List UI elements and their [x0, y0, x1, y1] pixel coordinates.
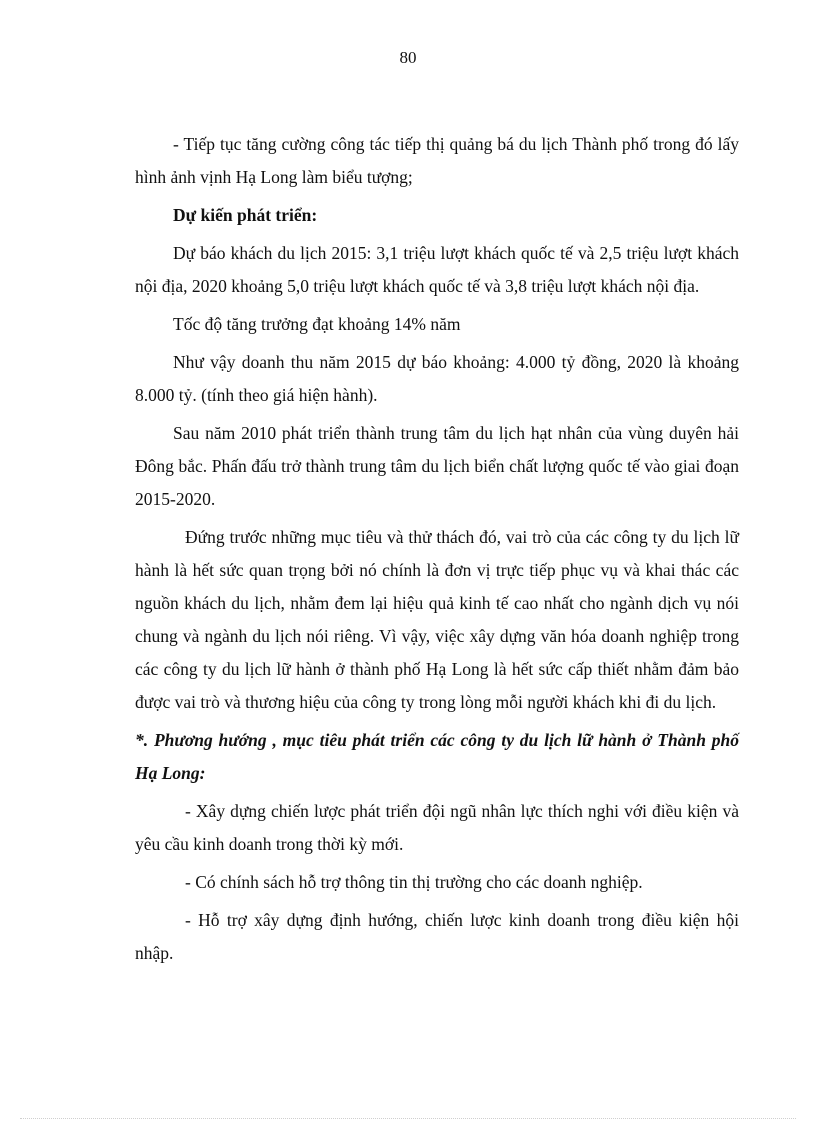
paragraph-marketing: - Tiếp tục tăng cường công tác tiếp thị quảng bá du lịch Thành phố trong đó lấy hình ảnh vịnh Hạ Long làm biểu tượng;	[135, 134, 739, 187]
page-bottom-divider	[20, 1118, 796, 1119]
paragraph-development-goal: Sau năm 2010 phát triển thành trung tâm du lịch hạt nhân của vùng duyên hải Đông bắc. Phấn đấu trở thành trung tâm du lịch biển chất lượng quốc tế vào giai đoạn 2015-2020.	[135, 423, 739, 509]
list-item-business-strategy-support: - Hỗ trợ xây dựng định hướng, chiến lược kinh doanh trong điều kiện hội nhập.	[135, 910, 739, 963]
heading-projected-development: Dự kiến phát triển:	[173, 205, 318, 225]
list-item-market-info-support: - Có chính sách hỗ trợ thông tin thị trường cho các doanh nghiệp.	[185, 872, 643, 892]
paragraph-role-of-travel-companies: Đứng trước những mục tiêu và thử thách đó, vai trò của các công ty du lịch lữ hành là hết sức quan trọng bởi nó chính là đơn vị trực tiếp phục vụ và khai thác các nguồn khách du lịch, nhằm đem lại hiệu quả kinh tế cao nhất cho ngành dịch vụ nói chung và ngành du lịch nói riêng. Vì vậy, việc xây dựng văn hóa doanh nghiệp trong các công ty du lịch lữ hành ở thành phố Hạ Long là hết sức cấp thiết nhằm đảm bảo được vai trò và thương hiệu của công ty trong lòng mỗi người khách khi đi du lịch.	[135, 527, 739, 712]
heading-directions-and-goals: *. Phương hướng , mục tiêu phát triển các công ty du lịch lữ hành ở Thành phố Hạ Long:	[135, 730, 739, 783]
paragraph-visitor-forecast: Dự báo khách du lịch 2015: 3,1 triệu lượt khách quốc tế và 2,5 triệu lượt khách nội địa, 2020 khoảng 5,0 triệu lượt khách quốc tế và 3,8 triệu lượt khách nội địa.	[135, 243, 739, 296]
paragraph-growth-rate: Tốc độ tăng trưởng đạt khoảng 14% năm	[173, 314, 461, 334]
document-body	[135, 128, 739, 975]
paragraph-revenue-forecast: Như vậy doanh thu năm 2015 dự báo khoảng: 4.000 tỷ đồng, 2020 là khoảng 8.000 tỷ. (tính theo giá hiện hành).	[135, 352, 739, 405]
list-item-workforce-strategy: - Xây dựng chiến lược phát triển đội ngũ nhân lực thích nghi với điều kiện và yêu cầu kinh doanh trong thời kỳ mới.	[135, 801, 739, 854]
page-number: 80	[399, 48, 417, 67]
